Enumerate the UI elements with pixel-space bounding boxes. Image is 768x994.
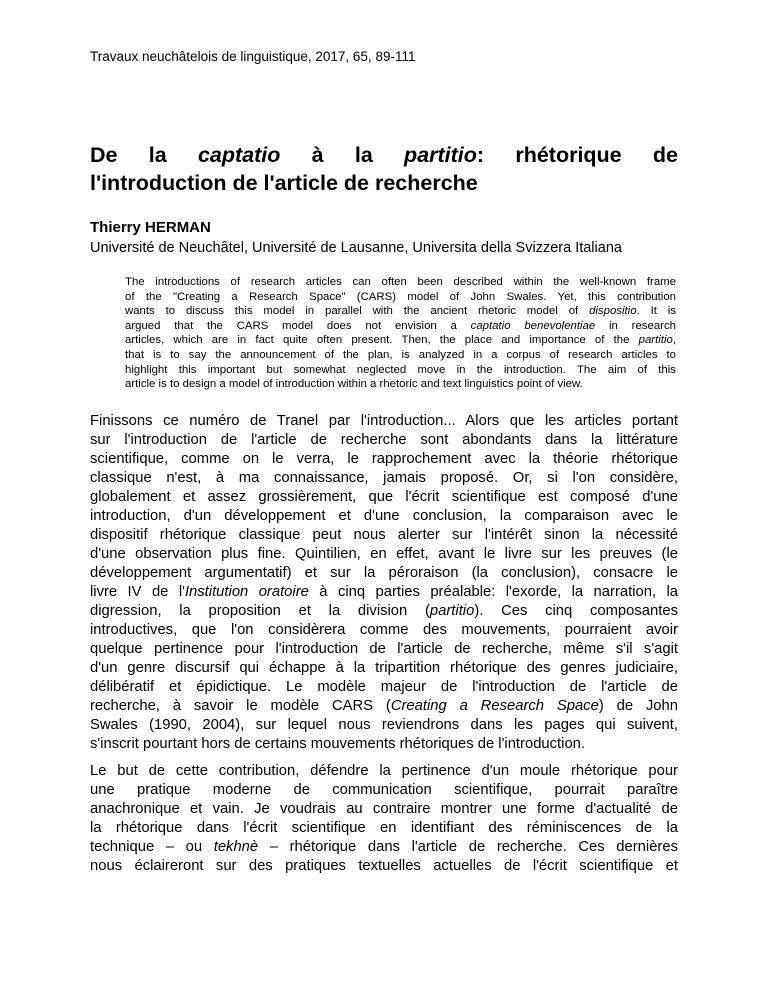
text-line: Swales (1990, 2004), sur lequel nous reviendrons dans les pages qui suivent, <box>90 717 678 733</box>
text-line: d'une observation plus fine. Quintilien, en effet, avant le livre sur les preuves (le <box>90 546 678 562</box>
text-line: introductives, que l'on considèrera comme des mouvements, pourraient avoir <box>90 622 678 638</box>
text-line: Le but de cette contribution, défendre la pertinence d'un moule rhétorique pour <box>90 763 678 779</box>
abstract-block <box>125 275 676 392</box>
text-line: quelque pertinence pour l'introduction de l'article de recherche, même s'il s'agit <box>90 641 678 657</box>
text-line: of the "Creating a Research Space" (CARS) model of John Swales. Yet, this contribution <box>125 290 676 303</box>
author-name: Thierry HERMAN <box>90 219 211 236</box>
text-line: anachronique et vain. Je voudrais au contraire montrer une forme d'actualité de <box>90 801 678 817</box>
text-line: articles, which are in fact quite often present. Then, the place and importance of the partitio, <box>125 334 676 347</box>
running-header: Travaux neuchâtelois de linguistique, 2017, 65, 89-111 <box>90 49 416 64</box>
text-line: wants to discuss this model in parallel with the ancient rhetoric model of dispositio. It is <box>125 305 676 318</box>
body-paragraph-2 <box>90 762 678 876</box>
text-line: globalement et assez grossièrement, que l'écrit scientifique est composé d'une <box>90 489 678 505</box>
text-line: développement argumentatif) et sur la péroraison (la conclusion), consacre le <box>90 565 678 581</box>
article-title <box>90 141 678 197</box>
author-affiliation: Université de Neuchâtel, Université de Lausanne, Universita della Svizzera Italiana <box>90 240 622 256</box>
text-line: Finissons ce numéro de Tranel par l'introduction... Alors que les articles portant <box>90 413 678 429</box>
text-line: la rhétorique dans l'écrit scientifique en identifiant des réminiscences de la <box>90 820 678 836</box>
text-line: technique – ou tekhnè – rhétorique dans l'article de recherche. Ces dernières <box>90 839 678 855</box>
text-line: d'un genre discursif qui échappe à la tripartition rhétorique des genres judiciaire, <box>90 660 678 676</box>
text-line: classique n'est, à ma connaissance, jamais proposé. Or, si l'on considère, <box>90 470 678 486</box>
text-line: délibératif et épidictique. Le modèle majeur de l'introduction de l'article de <box>90 679 678 695</box>
text-line: introduction, d'un développement et d'une conclusion, la comparaison avec le <box>90 508 678 524</box>
text-line: dispositif rhétorique classique peut nous alerter sur l'intérêt sinon la nécessité <box>90 527 678 543</box>
text-line: The introductions of research articles can often been described within the well-known frame <box>125 276 676 288</box>
text-line: une pratique moderne de communication scientifique, pourrait paraître <box>90 782 678 798</box>
text-line: digression, la proposition et la division (partitio). Ces cinq composantes <box>90 603 678 619</box>
body-paragraph-1 <box>90 412 678 754</box>
text-line: l'introduction de l'article de recherche <box>90 171 478 196</box>
text-line: highlight this important but somewhat neglected move in the introduction. The aim of this <box>125 363 676 376</box>
text-line: De la captatio à la partitio: rhétorique de <box>90 143 678 168</box>
text-line: scientifique, comme on le verra, le rapprochement avec la théorie rhétorique <box>90 451 678 467</box>
text-line: nous éclaireront sur des pratiques textuelles actuelles de l'écrit scientifique et <box>90 858 678 874</box>
text-line: sur l'introduction de l'article de recherche sont abondants dans la littérature <box>90 432 678 448</box>
text-line: argued that the CARS model does not envision a captatio benevolentiae in research <box>125 319 676 332</box>
text-line: s'inscrit pourtant hors de certains mouvements rhétoriques de l'introduction. <box>90 736 586 752</box>
text-line: recherche, à savoir le modèle CARS (Creating a Research Space) de John <box>90 698 678 714</box>
text-line: livre IV de l'Institution oratoire à cinq parties préalable: l'exorde, la narration, la <box>90 584 678 600</box>
text-line: article is to design a model of introduction within a rhetoric and text linguistics point of view. <box>125 378 583 391</box>
text-line: that is to say the announcement of the plan, is analyzed in a corpus of research articles to <box>125 348 676 361</box>
